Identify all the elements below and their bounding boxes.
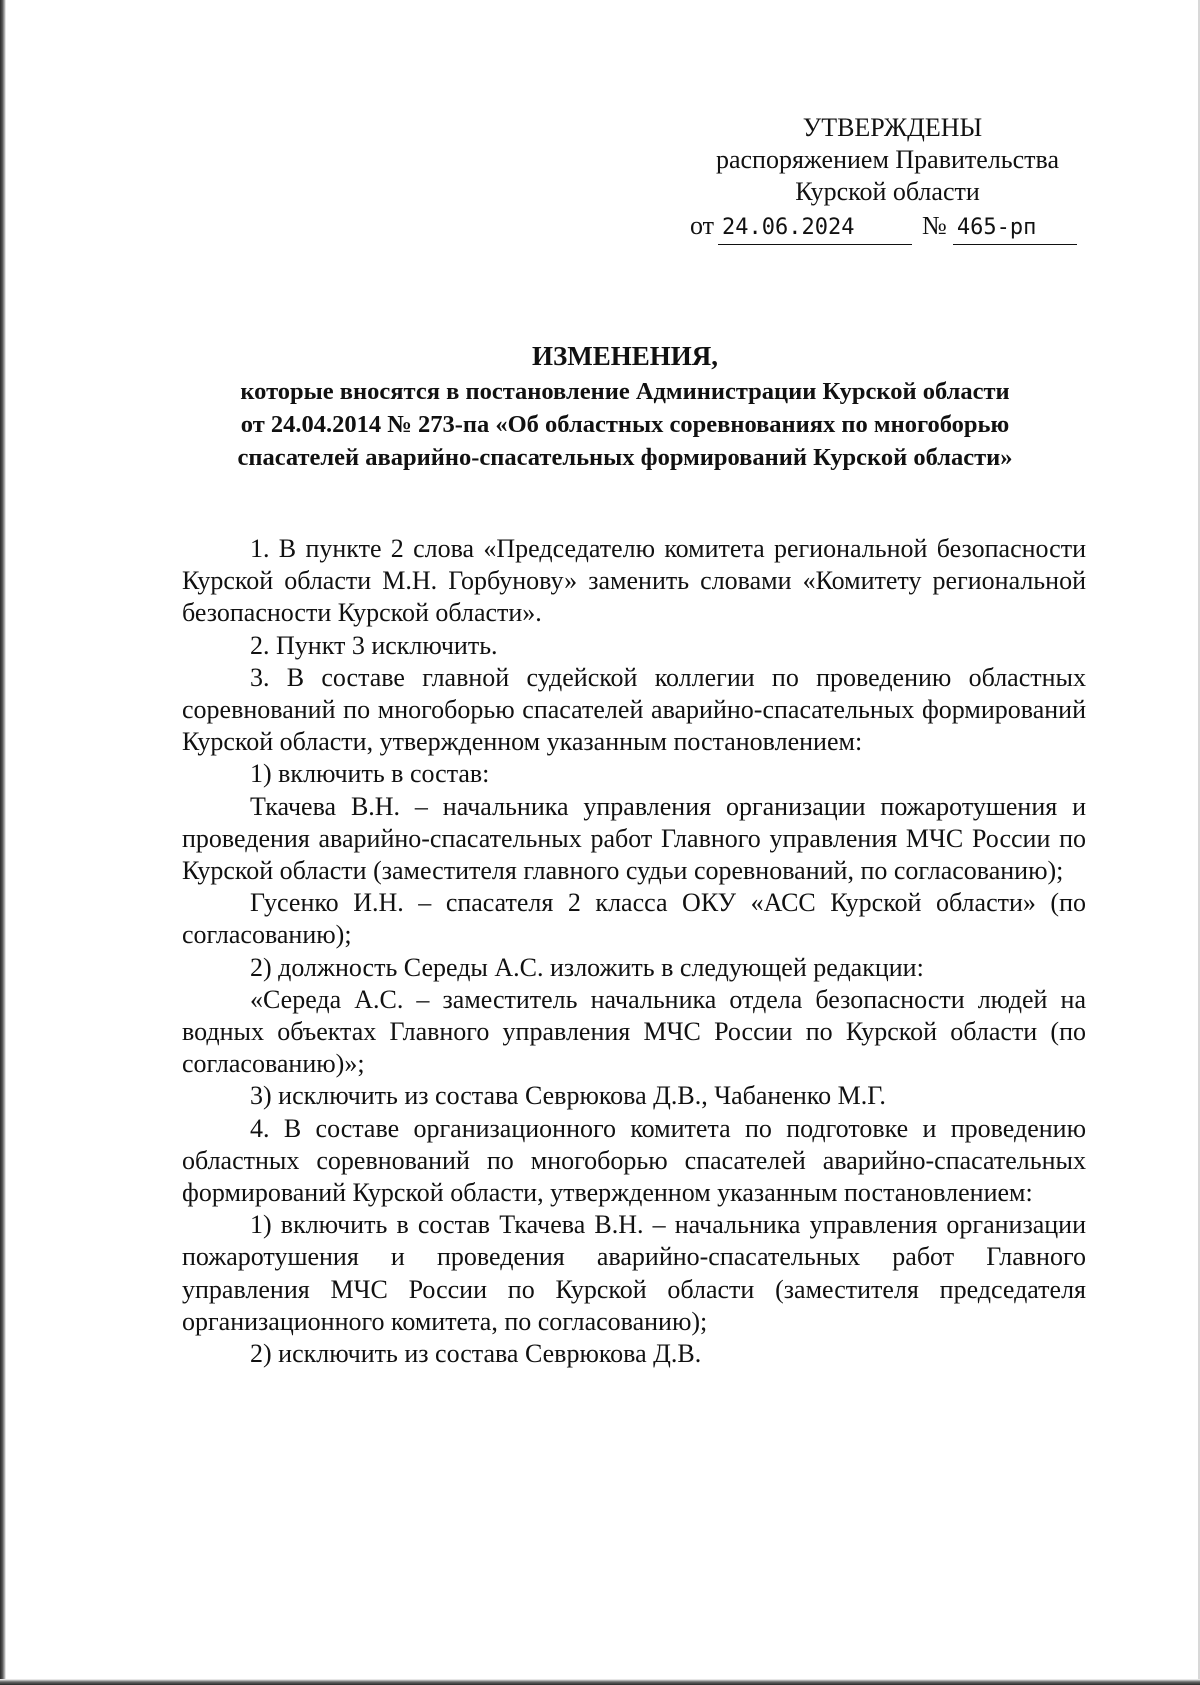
- approval-issuer: распоряжением Правительства: [715, 145, 1060, 174]
- heading-subtitle-line: от 24.04.2014 № 273-па «Об областных соревнованиях по многоборью: [240, 411, 1010, 438]
- approval-title: УТВЕРЖДЕНЫ: [802, 113, 983, 142]
- approval-region: Курской области: [795, 177, 980, 206]
- scan-edge-bottom: [0, 1679, 1200, 1685]
- heading-subtitle-line: которые вносятся в постановление Администрации Курской области: [240, 378, 1010, 405]
- paragraph: 2) должность Середы А.С. изложить в следующей редакции:: [250, 952, 924, 982]
- approval-date-row: [690, 210, 1085, 245]
- document-body: [182, 533, 1086, 1370]
- paragraph: 3) исключить из состава Севрюкова Д.В., Чабаненко М.Г.: [250, 1081, 886, 1111]
- number-label: №: [922, 211, 947, 240]
- heading-title: ИЗМЕНЕНИЯ,: [531, 341, 718, 371]
- paragraph: Ткачева В.Н. – начальника управления организации пожаротушения и проведения аварийно-спасательных работ Главного управления МЧС России по Курской области (заместителя главного судьи соревнований, по согласованию);: [182, 791, 1086, 886]
- paragraph: 4. В составе организационного комитета по подготовке и проведению областных соревнований по многоборью спасателей аварийно-спасательных формирований Курской области, утвержденном указанным постановлением:: [182, 1113, 1086, 1208]
- paragraph: «Середа А.С. – заместитель начальника отдела безопасности людей на водных объектах Главного управления МЧС России по Курской области (по согласованию)»;: [182, 984, 1086, 1079]
- date-field: 24.06.2024: [718, 212, 912, 245]
- date-label: от: [690, 211, 715, 240]
- paragraph: 1) включить в состав Ткачева В.Н. – начальника управления организации пожаротушения и проведения аварийно-спасательных работ Главного управления МЧС России по Курской области (заместителя председателя организационного комитета, по согласованию);: [182, 1210, 1086, 1336]
- approval-block: [690, 112, 1085, 245]
- number-field: 465-рп: [953, 212, 1077, 245]
- paragraph: 3. В составе главной судейской коллегии по проведению областных соревнований по многоборью спасателей аварийно-спасательных формирований Курской области, утвержденном указанным постановлением:: [182, 662, 1086, 757]
- paragraph: 2) исключить из состава Севрюкова Д.В.: [250, 1339, 702, 1369]
- paragraph: Гусенко И.Н. – спасателя 2 класса ОКУ «АСС Курской области» (по согласованию);: [182, 888, 1086, 950]
- heading-subtitle-line: спасателей аварийно-спасательных формирований Курской области»: [237, 444, 1013, 471]
- paragraph: 1. В пункте 2 слова «Председателю комитета региональной безопасности Курской области М.Н. Горбунову» заменить словами «Комитету региональной безопасности Курской области».: [182, 534, 1086, 628]
- paragraph: 2. Пункт 3 исключить.: [250, 630, 498, 660]
- scan-edge-left: [0, 0, 6, 1685]
- paragraph: 1) включить в состав:: [250, 759, 490, 789]
- document-heading: [150, 338, 1100, 474]
